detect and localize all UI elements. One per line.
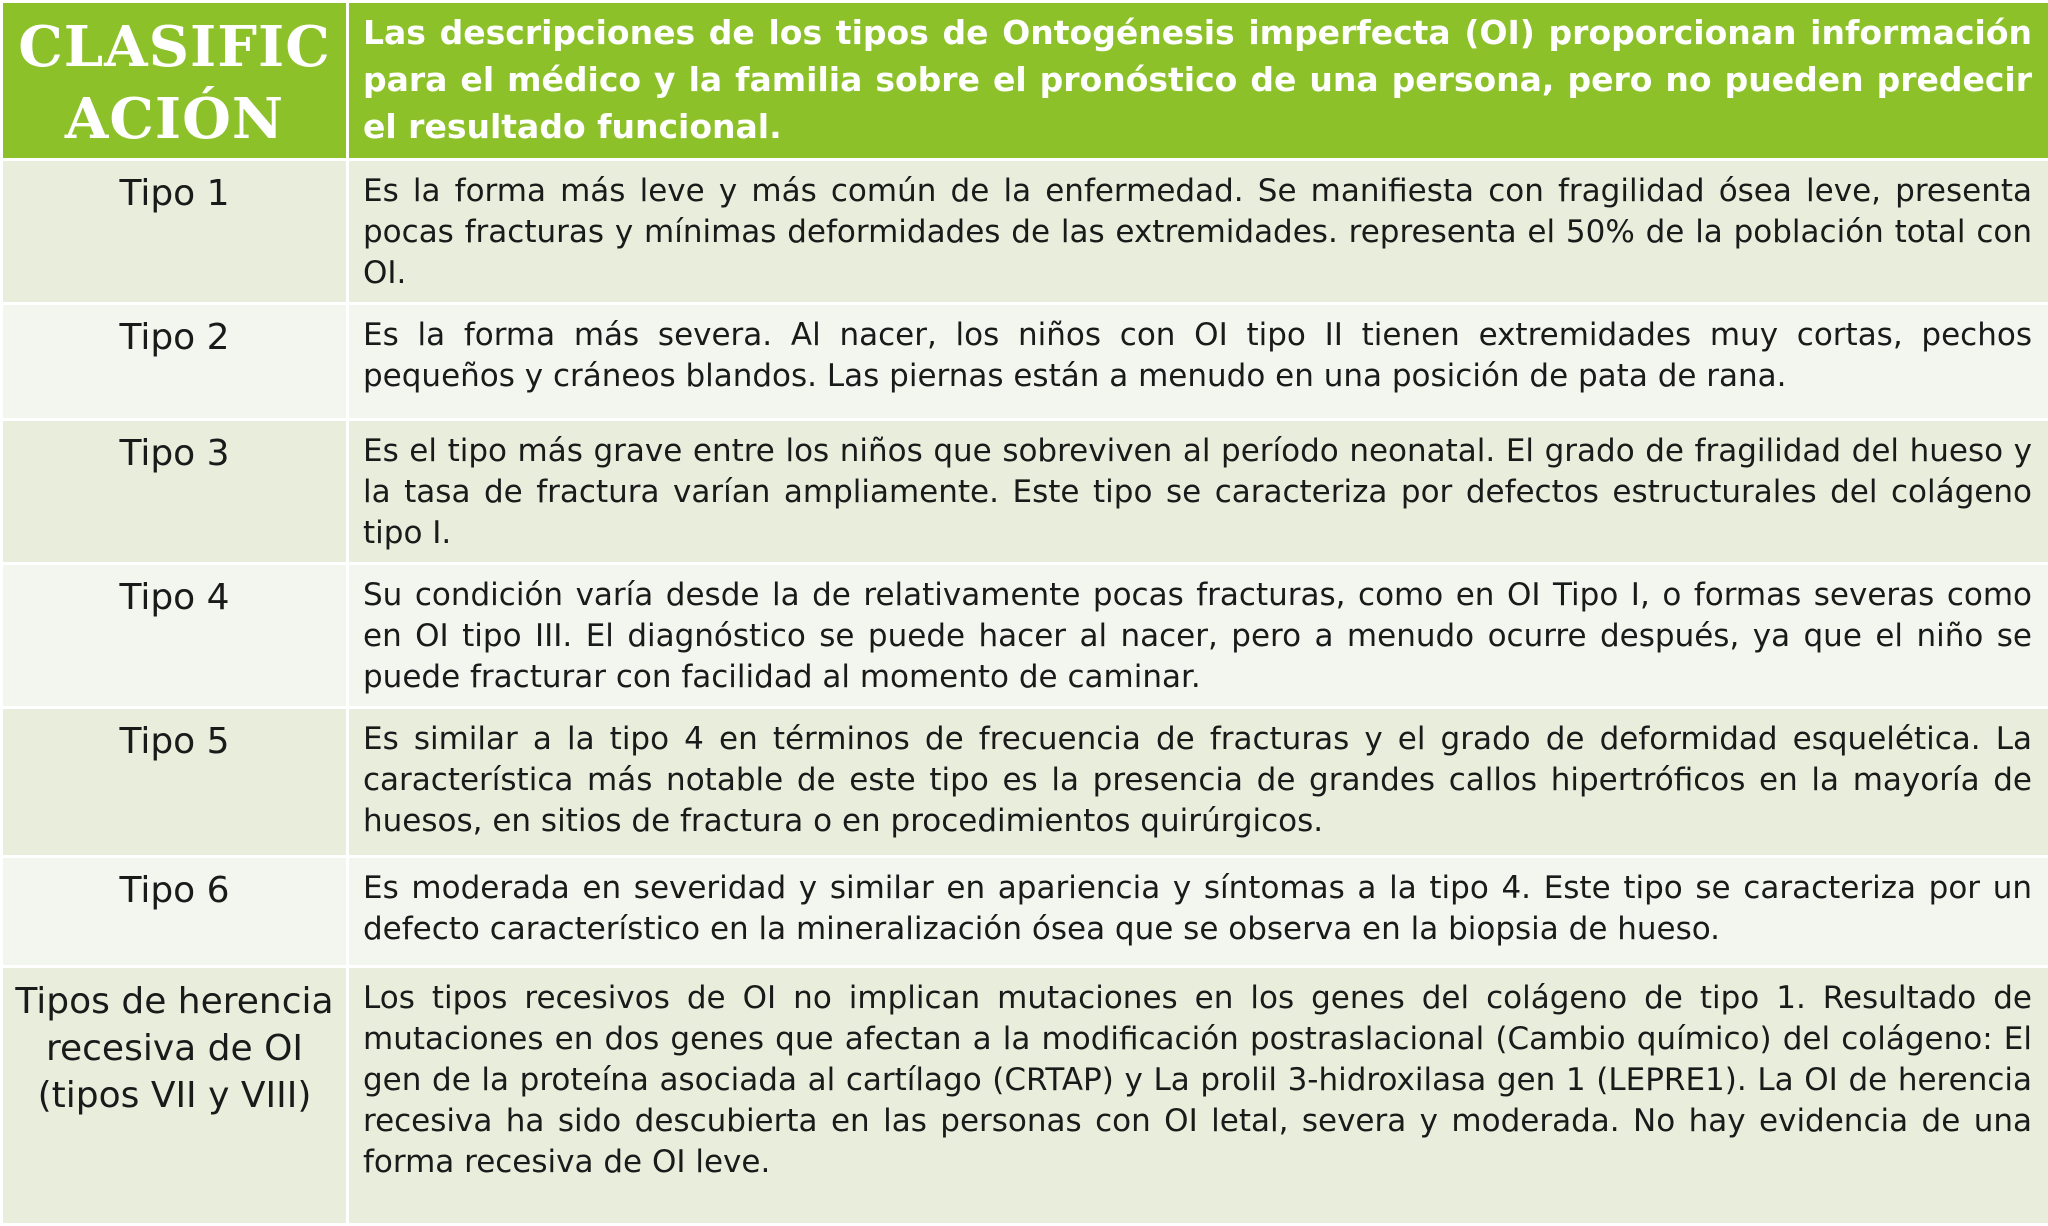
type-label: Tipo 6 <box>3 858 346 914</box>
table-row <box>2 967 2048 1225</box>
type-cell <box>2 967 348 1225</box>
type-cell <box>2 564 348 708</box>
table-row <box>2 564 2048 708</box>
type-label: Tipo 3 <box>3 421 346 477</box>
type-label: Tipo 1 <box>3 161 346 217</box>
type-description: Es la forma más leve y más común de la enfermedad. Se manifiesta con fragilidad ósea leve, presenta pocas fracturas y mínimas deformidades de las extremidades. representa el 50% de la población total con OI. <box>349 161 2048 302</box>
header-description-text: Las descripciones de los tipos de Ontogénesis imperfecta (OI) proporcionan información para el médico y la familia sobre el pronóstico de una persona, pero no pueden predecir el resultado funcional. <box>349 3 2048 154</box>
table-row <box>2 304 2048 420</box>
type-description: Es similar a la tipo 4 en términos de frecuencia de fracturas y el grado de deformidad esquelética. La característica más notable de este tipo es la presencia de grandes callos hipertróficos en la mayoría de huesos, en sitios de fractura o en procedimientos quirúrgicos. <box>349 709 2048 850</box>
type-description: Es moderada en severidad y similar en apariencia y síntomas a la tipo 4. Este tipo se caracteriza por un defecto característico en la mineralización ósea que se observa en la biopsia de hueso. <box>349 858 2048 958</box>
type-description: Su condición varía desde la de relativamente pocas fracturas, como en OI Tipo I, o formas severas como en OI tipo III. El diagnóstico se puede hacer al nacer, pero a menudo ocurre después, ya que el niño se puede fracturar con facilidad al momento de caminar. <box>349 565 2048 706</box>
table-row <box>2 420 2048 564</box>
type-description: Es la forma más severa. Al nacer, los niños con OI tipo II tienen extremidades muy cortas, pechos pequeños y cráneos blandos. Las piernas están a menudo en una posición de pata de rana. <box>349 305 2048 405</box>
description-cell <box>348 564 2048 708</box>
description-cell <box>348 967 2048 1225</box>
header-classification-text: CLASIFICACIÓN <box>3 3 346 155</box>
description-cell <box>348 857 2048 967</box>
type-cell <box>2 160 348 304</box>
table-header-row <box>2 2 2048 160</box>
header-classification <box>2 2 348 160</box>
type-label: Tipos de herencia recesiva de OI (tipos VII y VIII) <box>3 968 346 1119</box>
description-cell <box>348 708 2048 857</box>
table-row <box>2 160 2048 304</box>
description-cell <box>348 304 2048 420</box>
type-label: Tipo 5 <box>3 709 346 765</box>
type-cell <box>2 304 348 420</box>
table-row <box>2 857 2048 967</box>
description-cell <box>348 420 2048 564</box>
type-description: Es el tipo más grave entre los niños que sobreviven al período neonatal. El grado de fragilidad del hueso y la tasa de fractura varían ampliamente. Este tipo se caracteriza por defectos estructurales del colágeno tipo I. <box>349 421 2048 562</box>
type-cell <box>2 708 348 857</box>
type-description: Los tipos recesivos de OI no implican mutaciones en los genes del colágeno de tipo 1. Resultado de mutaciones en dos genes que afectan a la modificación postraslacional (Cambio químico) del colágeno: El gen de la proteína asociada al cartílago (CRTAP) y La prolil 3-hidroxilasa gen 1 (LEPRE1). La OI de herencia recesiva ha sido descubierta en las personas con OI letal, severa y moderada. No hay evidencia de una forma recesiva de OI leve. <box>349 968 2048 1191</box>
type-cell <box>2 857 348 967</box>
type-label: Tipo 2 <box>3 305 346 361</box>
table-row <box>2 708 2048 857</box>
type-cell <box>2 420 348 564</box>
header-description <box>348 2 2048 160</box>
description-cell <box>348 160 2048 304</box>
type-label: Tipo 4 <box>3 565 346 621</box>
